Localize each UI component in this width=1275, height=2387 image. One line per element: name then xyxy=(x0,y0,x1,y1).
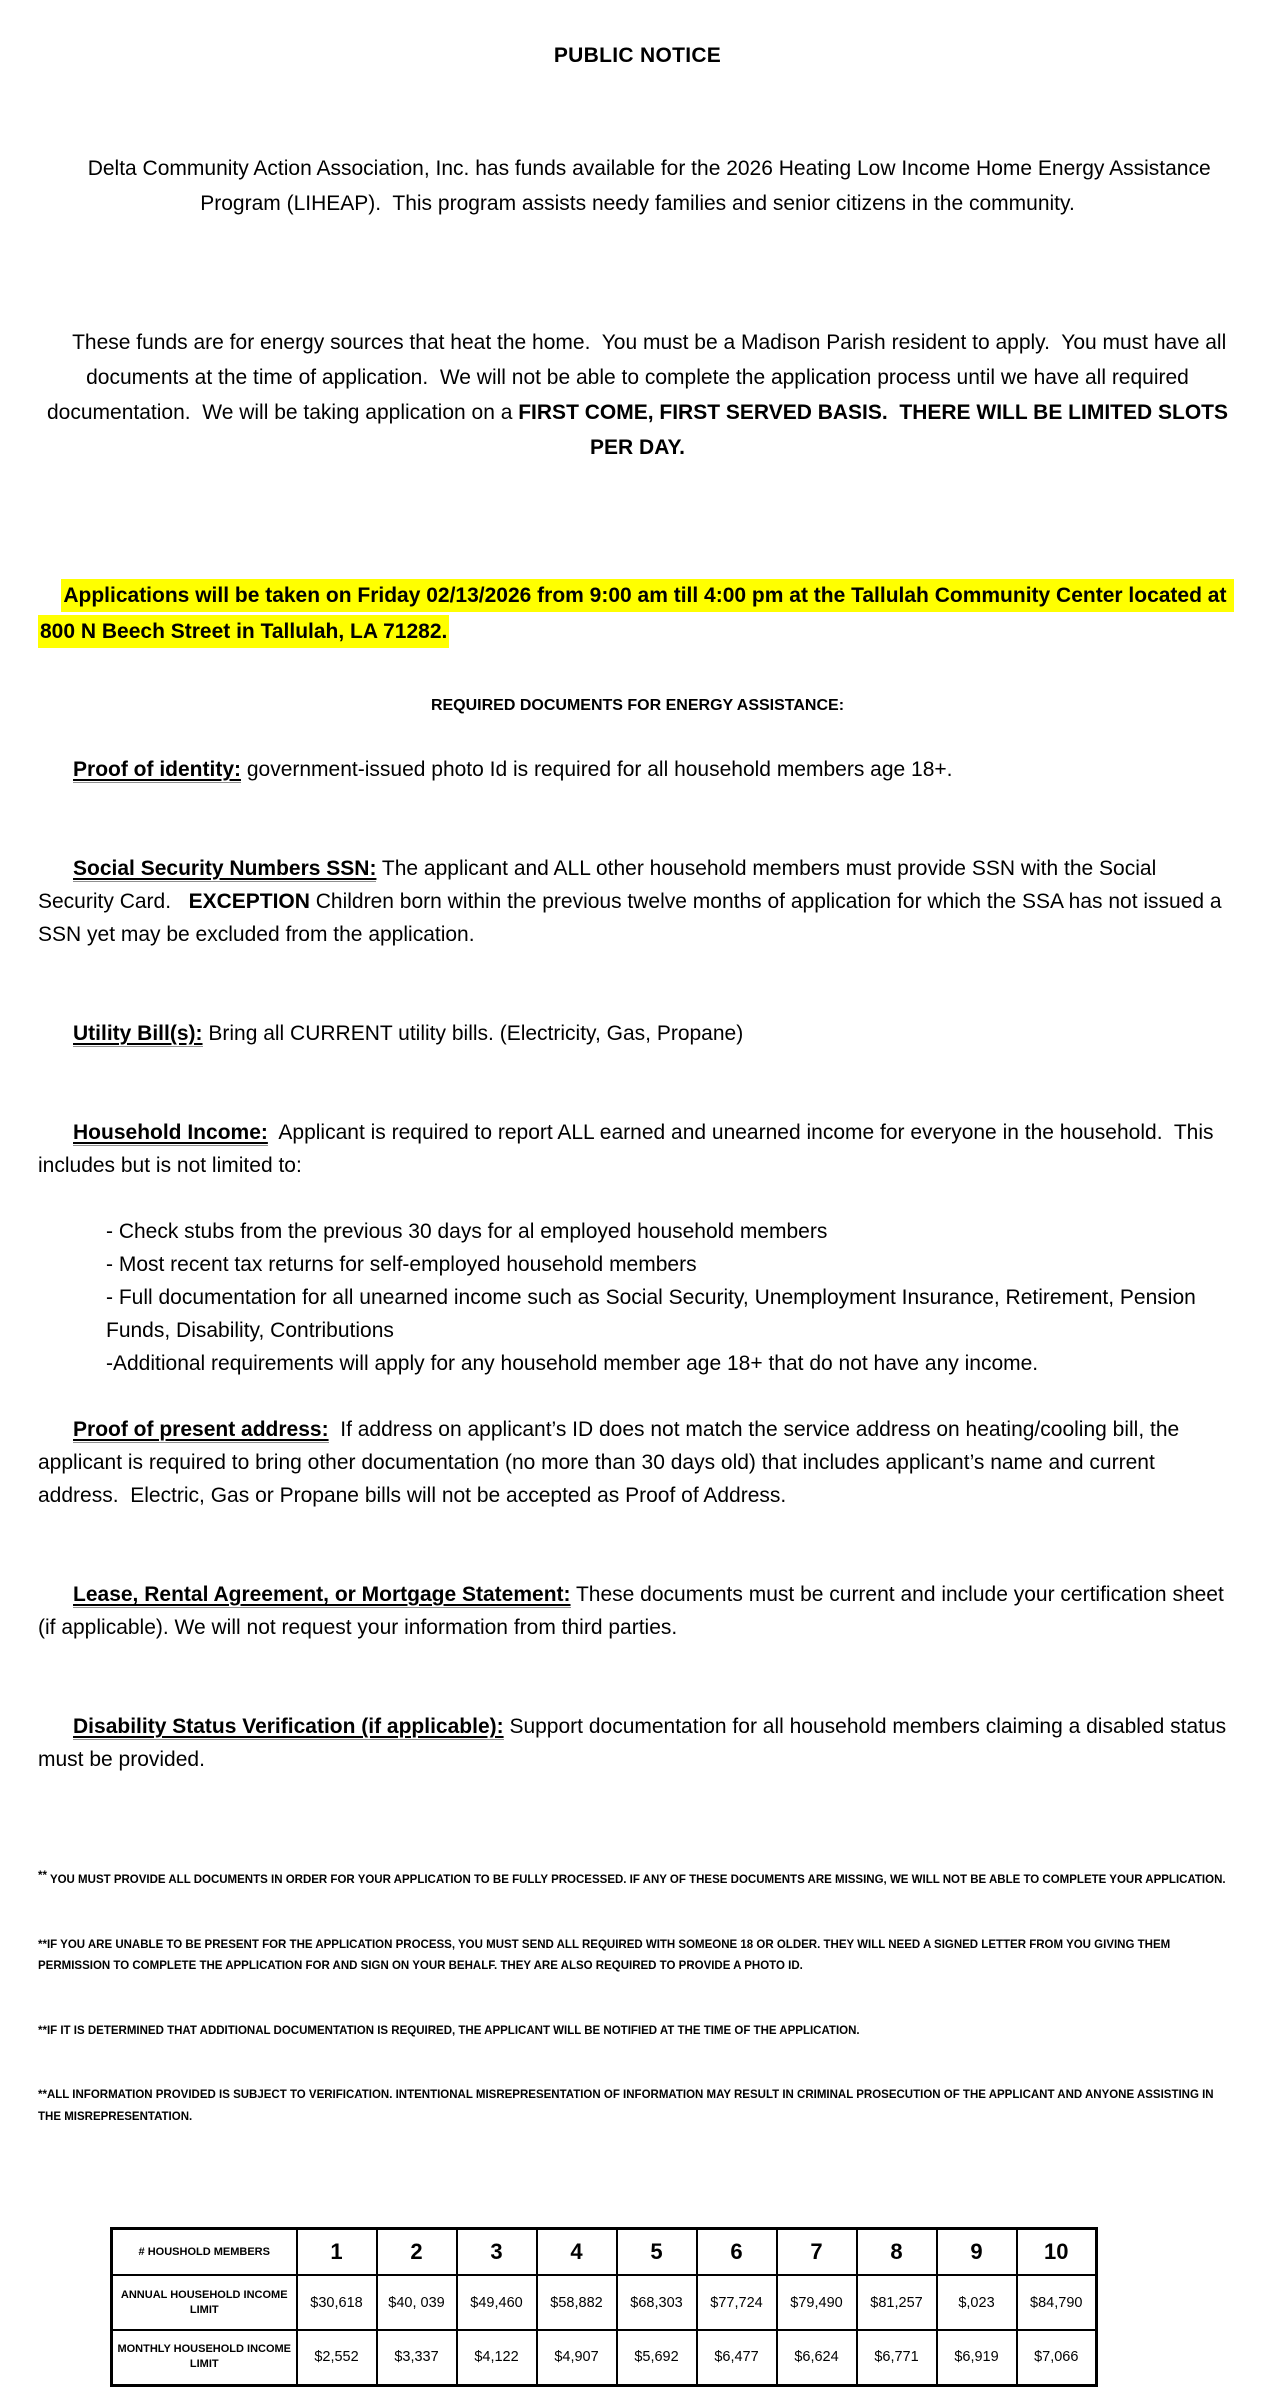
disclaimer-additional-documentation: **IF IT IS DETERMINED THAT ADDITIONAL DOCUMENTATION IS REQUIRED, THE APPLICANT WILL BE NOTIFIED AT THE TIME OF THE APPLICATION. xyxy=(38,2024,860,2037)
section-disability-status xyxy=(38,1677,1237,1809)
fine-print-disclaimers xyxy=(38,1823,1237,2171)
annual-income-row-label: ANNUAL HOUSEHOLD INCOME LIMIT xyxy=(112,2275,297,2330)
exception-bold-text: EXCEPTION xyxy=(188,890,310,913)
section-text: If address on applicant’s ID does not match the service address on heating/cooling bill, the applicant is required to bring other documentation (no more than 30 days old) that includes applicant’s name and current address. Electric, Gas or Propane bills will not be accepted as Proof of Address. xyxy=(38,1418,1186,1507)
section-label: Proof of present address: xyxy=(73,1418,329,1441)
funds-bold-text: FIRST COME, FIRST SERVED BASIS. THERE WILL BE LIMITED SLOTS PER DAY. xyxy=(518,401,1234,459)
monthly-income-row-label: MONTHLY HOUSEHOLD INCOME LIMIT xyxy=(112,2330,297,2385)
section-proof-of-present-address xyxy=(38,1380,1237,1545)
monthly-value-5: $5,692 xyxy=(617,2330,697,2385)
section-text: Support documentation for all household members claiming a disabled status must be provided. xyxy=(38,1715,1233,1771)
required-documents-heading: REQUIRED DOCUMENTS FOR ENERGY ASSISTANCE: xyxy=(430,697,845,714)
header-count-1: 1 xyxy=(297,2229,377,2276)
section-text: These documents must be current and include your certification sheet (if applicable). We will not request your information from third parties. xyxy=(38,1583,1230,1639)
funds-text: These funds are for energy sources that heat the home. You must be a Madison Parish resident to apply. You must have all documents at the time of application. We will not be able to complete the application process until we have all required documentation. We will be taking application on a xyxy=(47,331,1233,424)
monthly-value-3: $4,122 xyxy=(457,2330,537,2385)
section-lease-rental-mortgage xyxy=(38,1545,1237,1677)
annual-value-10: $84,790 xyxy=(1017,2275,1097,2330)
section-text: government-issued photo Id is required for all household members age 18+. xyxy=(241,758,953,781)
bullet-check-stubs: - Check stubs from the previous 30 days for al employed household members xyxy=(106,1220,828,1243)
highlighted-notice-text: Applications will be taken on Friday 02/13/2026 from 9:00 am till 4:00 pm at the Tallulah Community Center located at 800 N Beech Street in Tallulah, LA 71282. xyxy=(38,579,1234,648)
header-count-3: 3 xyxy=(457,2229,537,2276)
annual-value-4: $58,882 xyxy=(537,2275,617,2330)
annual-value-8: $81,257 xyxy=(857,2275,937,2330)
section-household-income xyxy=(38,1083,1237,1215)
income-limits-table xyxy=(110,2227,1098,2387)
disclaimer-verification: **ALL INFORMATION PROVIDED IS SUBJECT TO VERIFICATION. INTENTIONAL MISREPRESENTATION OF INFORMATION MAY RESULT IN CRIMINAL PROSECUTION OF THE APPLICANT AND ANYONE ASSISTING IN THE MISREPRESENTATION. xyxy=(38,2089,1217,2123)
intro-paragraph xyxy=(38,116,1237,256)
section-label: Household Income: xyxy=(73,1121,268,1144)
header-count-9: 9 xyxy=(937,2229,1017,2276)
header-count-8: 8 xyxy=(857,2229,937,2276)
disclaimer-all-documents xyxy=(38,1866,1237,1892)
household-income-bullets xyxy=(38,1215,1237,1380)
header-count-2: 2 xyxy=(377,2229,457,2276)
required-documents-list xyxy=(38,720,1237,1809)
monthly-value-1: $2,552 xyxy=(297,2330,377,2385)
annual-value-9: $,023 xyxy=(937,2275,1017,2330)
annual-value-6: $77,724 xyxy=(697,2275,777,2330)
bullet-additional-requirements: -Additional requirements will apply for any household member age 18+ that do not have any income. xyxy=(106,1352,1039,1375)
section-text-continued: Children born within the previous twelve months of application for which the SSA has not issued a SSN yet may be excluded from the application. xyxy=(38,890,1228,946)
header-count-10: 10 xyxy=(1017,2229,1097,2276)
section-label: Disability Status Verification (if applicable): xyxy=(73,1715,504,1738)
header-count-5: 5 xyxy=(617,2229,697,2276)
section-label: Proof of identity: xyxy=(73,758,241,781)
funds-paragraph xyxy=(38,290,1237,500)
annual-value-2: $40, 039 xyxy=(377,2275,457,2330)
section-social-security-numbers xyxy=(38,819,1237,984)
section-text: The applicant and ALL other household members must provide SSN with the Social Security Card. xyxy=(38,857,1163,913)
header-household-members: # HOUSHOLD MEMBERS xyxy=(112,2229,297,2276)
annual-value-5: $68,303 xyxy=(617,2275,697,2330)
monthly-value-4: $4,907 xyxy=(537,2330,617,2385)
monthly-value-2: $3,337 xyxy=(377,2330,457,2385)
annual-income-row xyxy=(112,2275,1097,2330)
bullet-tax-returns: - Most recent tax returns for self-employed household members xyxy=(106,1253,697,1276)
section-utility-bills xyxy=(38,984,1237,1083)
header-count-7: 7 xyxy=(777,2229,857,2276)
section-proof-of-identity xyxy=(38,720,1237,819)
annual-value-1: $30,618 xyxy=(297,2275,377,2330)
section-text: Applicant is required to report ALL earned and unearned income for everyone in the household. This includes but is not limited to: xyxy=(38,1121,1220,1177)
intro-text: Delta Community Action Association, Inc. has funds available for the 2026 Heating Low Income Home Energy Assistance Program (LIHEAP). This program assists needy families and senior citizens in the community. xyxy=(87,157,1217,215)
monthly-value-6: $6,477 xyxy=(697,2330,777,2385)
monthly-income-row xyxy=(112,2330,1097,2385)
section-label: Social Security Numbers SSN: xyxy=(73,857,377,880)
application-date-paragraph xyxy=(38,542,1237,686)
section-label: Lease, Rental Agreement, or Mortgage Statement: xyxy=(73,1583,571,1606)
monthly-value-7: $6,624 xyxy=(777,2330,857,2385)
page-title: PUBLIC NOTICE xyxy=(553,44,722,67)
annual-value-7: $79,490 xyxy=(777,2275,857,2330)
table-header-row xyxy=(112,2229,1097,2276)
bullet-unearned-income: - Full documentation for all unearned income such as Social Security, Unemployment Insurance, Retirement, Pension Funds, Disability, Contributions xyxy=(106,1286,1202,1342)
annual-value-3: $49,460 xyxy=(457,2275,537,2330)
disclaimer-text: YOU MUST PROVIDE ALL DOCUMENTS IN ORDER FOR YOUR APPLICATION TO BE FULLY PROCESSED. IF ANY OF THESE DOCUMENTS ARE MISSING, WE WILL NOT BE ABLE TO COMPLETE YOUR APPLICATION. xyxy=(46,1874,1226,1886)
double-asterisk: ** xyxy=(38,1870,47,1882)
monthly-value-10: $7,066 xyxy=(1017,2330,1097,2385)
monthly-value-9: $6,919 xyxy=(937,2330,1017,2385)
disclaimer-unable-to-be-present: **IF YOU ARE UNABLE TO BE PRESENT FOR THE APPLICATION PROCESS, YOU MUST SEND ALL REQUIRED WITH SOMEONE 18 OR OLDER. THEY WILL NEED A SIGNED LETTER FROM YOU GIVING THEM PERMISSION TO COMPLETE THE APPLICATION FOR AND SIGN ON YOUR BEHALF. THEY ARE ALSO REQUIRED TO PROVIDE A PHOTO ID. xyxy=(38,1938,1174,1972)
section-text: Bring all CURRENT utility bills. (Electricity, Gas, Propane) xyxy=(202,1022,744,1045)
monthly-value-8: $6,771 xyxy=(857,2330,937,2385)
header-count-4: 4 xyxy=(537,2229,617,2276)
header-count-6: 6 xyxy=(697,2229,777,2276)
section-label: Utility Bill(s): xyxy=(73,1022,203,1045)
